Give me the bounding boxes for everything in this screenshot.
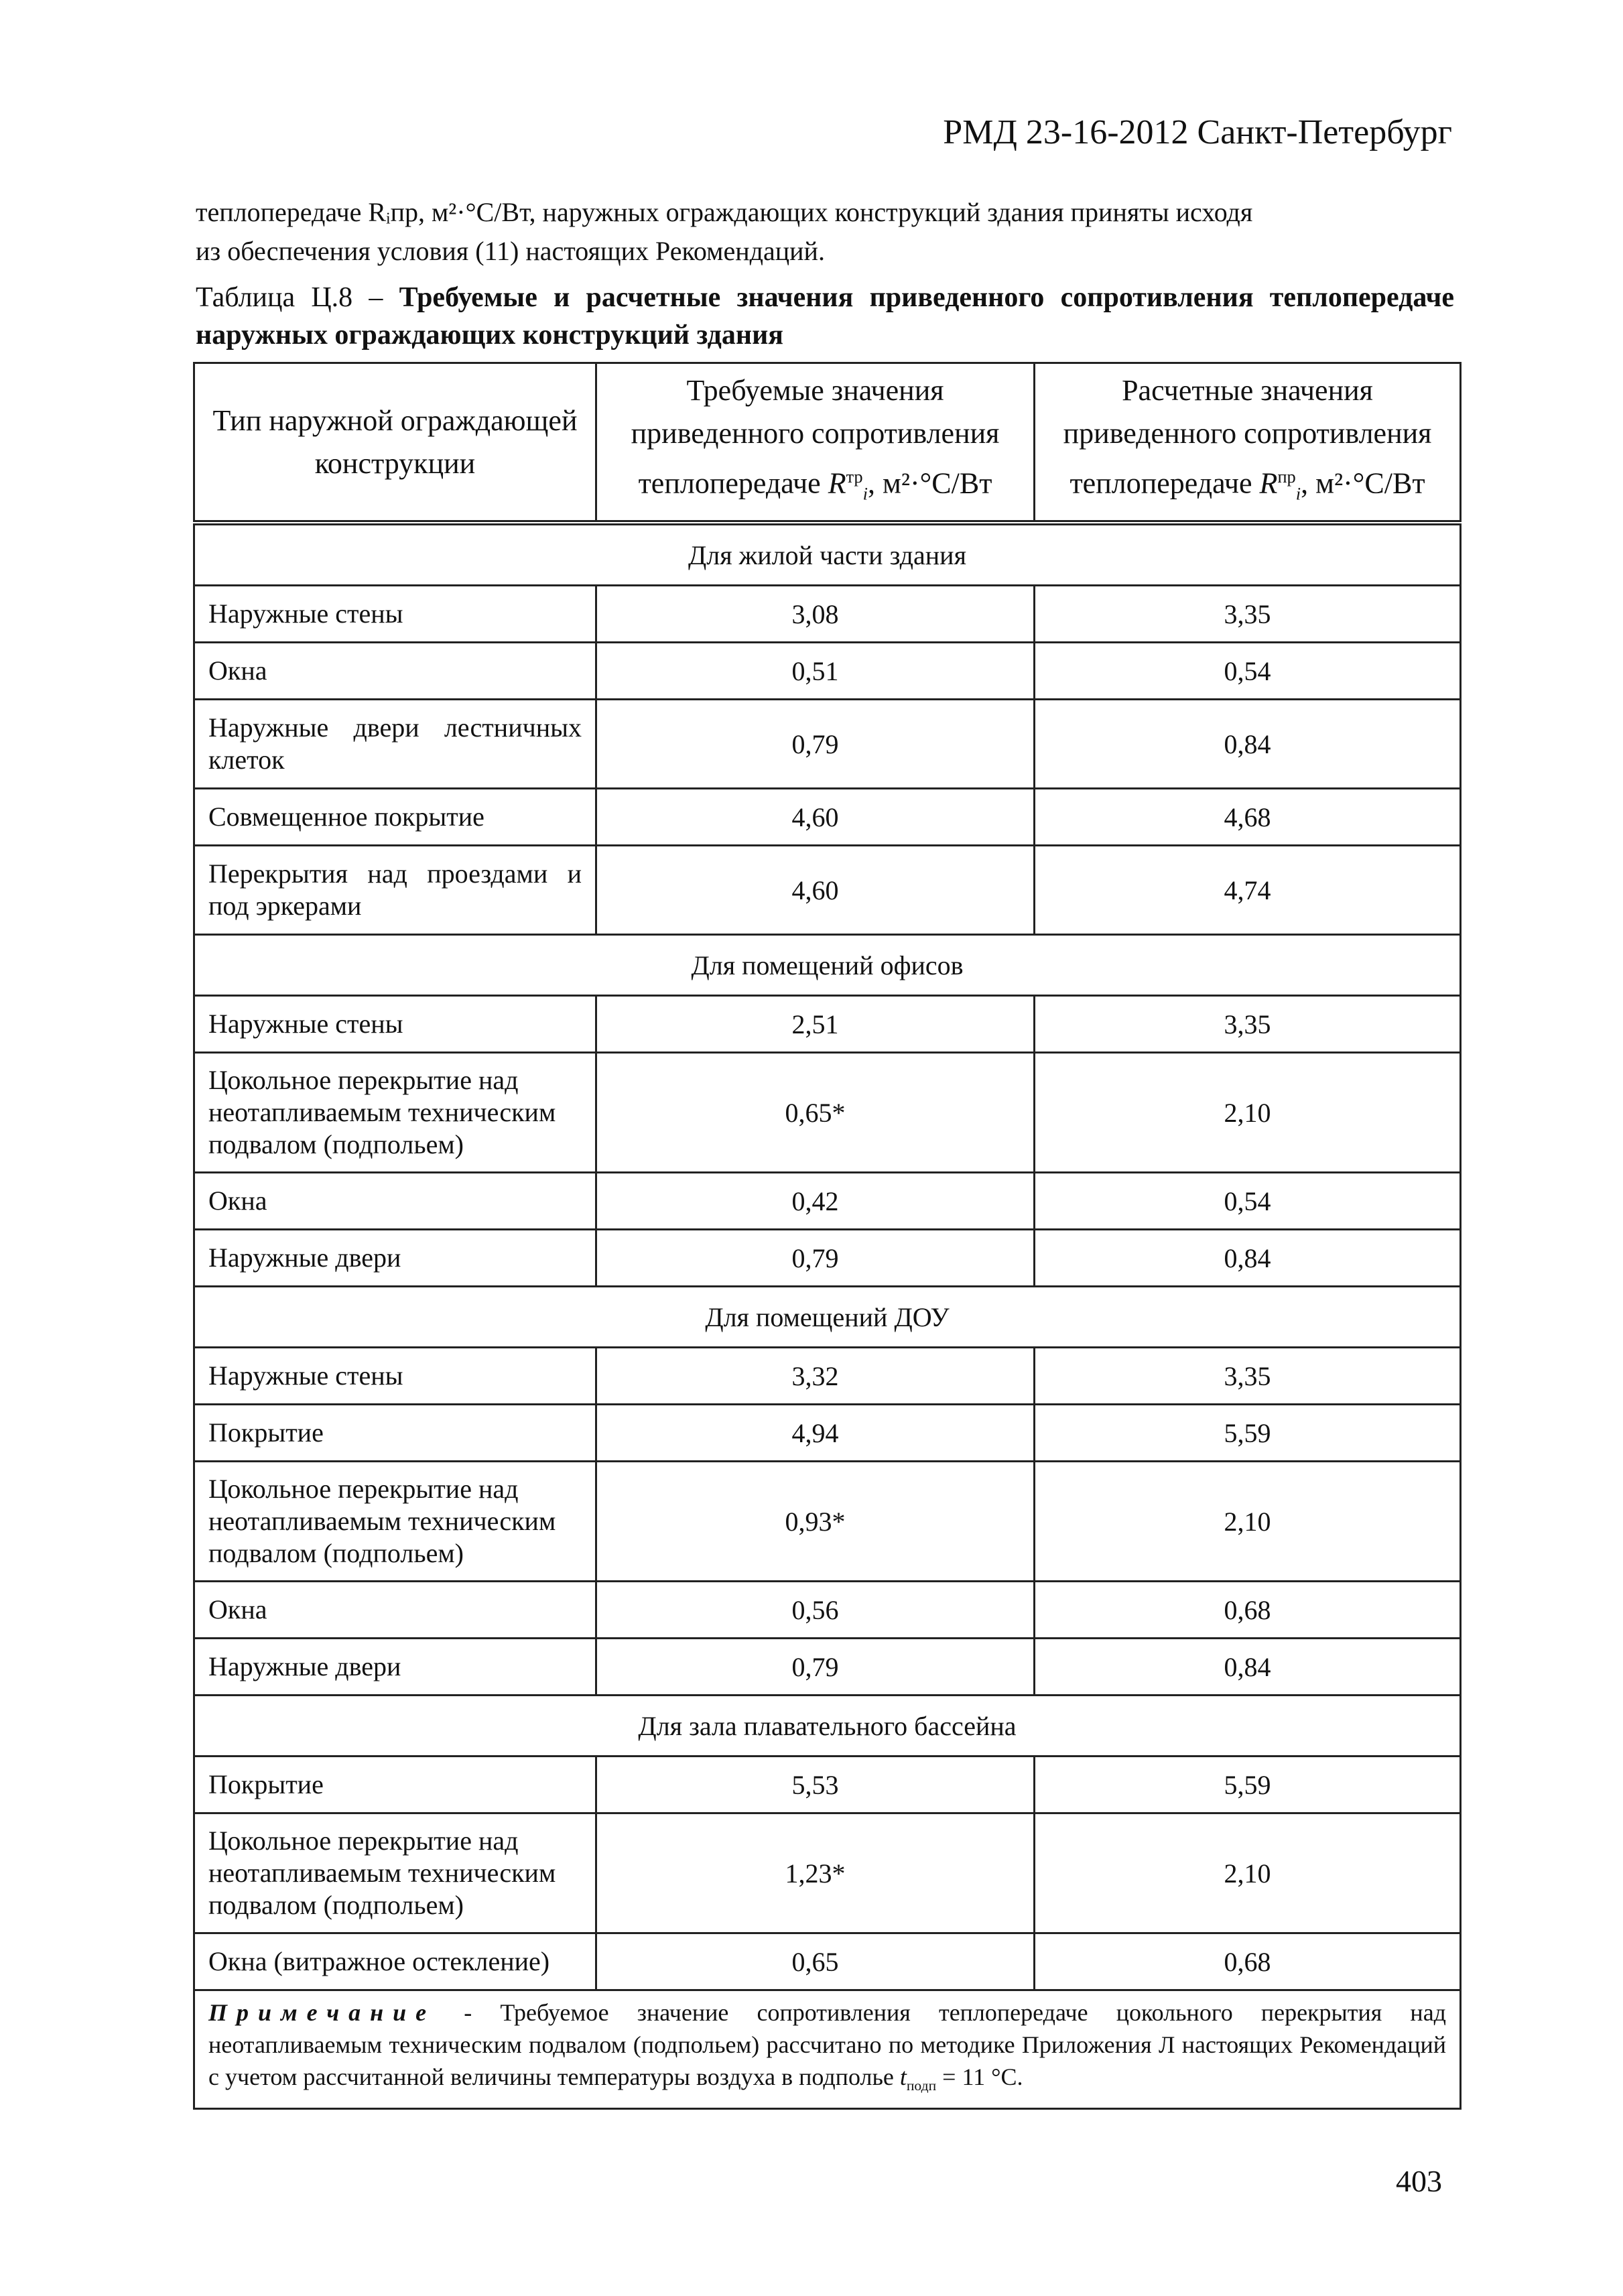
group-row (194, 935, 1461, 996)
calculated-value: 4,68 (1035, 789, 1461, 846)
header-required: Требуемые значения приведенного сопротивления теплопередаче $R^{тр}_i$, м²·°С/Вт (596, 363, 1035, 523)
construction-type: Цокольное перекрытие над неотапливаемым техническим подвалом (подпольем) (194, 1813, 596, 1933)
required-value: 0,65* (596, 1053, 1035, 1173)
construction-type: Перекрытия над проездами и под эркерами (194, 846, 596, 935)
calculated-value: 0,84 (1035, 1230, 1461, 1287)
calculated-value: 2,10 (1035, 1462, 1461, 1582)
table-row (194, 1582, 1461, 1639)
construction-type: Наружные двери (194, 1639, 596, 1696)
calculated-value: 0,54 (1035, 1173, 1461, 1230)
construction-type: Окна (194, 643, 596, 700)
group-title: Для помещений ДОУ (194, 1287, 1461, 1348)
construction-type: Окна (194, 1173, 596, 1230)
intro-line-1: теплопередаче Rᵢпр, м²·°С/Вт, наружных ограждающих конструкций здания приняты исходя (196, 197, 1253, 227)
required-value: 1,23* (596, 1813, 1035, 1933)
calculated-value: 0,54 (1035, 643, 1461, 700)
table-row (194, 1173, 1461, 1230)
construction-type: Совмещенное покрытие (194, 789, 596, 846)
resistance-table (193, 362, 1462, 2110)
required-value: 3,32 (596, 1348, 1035, 1405)
calculated-value: 4,74 (1035, 846, 1461, 935)
page-header: РМД 23-16-2012 Санкт-Петербург (943, 113, 1452, 151)
table-row (194, 1462, 1461, 1582)
required-value: 5,53 (596, 1757, 1035, 1813)
construction-type: Покрытие (194, 1757, 596, 1813)
intro-line-2: из обеспечения условия (11) настоящих Рекомендаций. (196, 236, 825, 266)
construction-type: Наружные двери (194, 1230, 596, 1287)
header-calculated: Расчетные значения приведенного сопротивления теплопередаче $R^{пр}_i$, м²·°С/Вт (1035, 363, 1461, 523)
table-row (194, 586, 1461, 643)
group-row (194, 1287, 1461, 1348)
group-title: Для зала плавательного бассейна (194, 1696, 1461, 1757)
construction-type: Окна (витражное остекление) (194, 1933, 596, 1990)
table-body (194, 523, 1461, 1990)
table-row (194, 1639, 1461, 1696)
note-text: - Требуемое значение сопротивления теплопередаче цокольного перекрытия над неотапливаемым техническим подвалом (подпольем) рассчитано по методике Приложения Л настоящих Рекомендаций с учетом рассчитанной величины температуры воздуха в подполье (208, 1999, 1446, 2091)
calculated-value: 2,10 (1035, 1053, 1461, 1173)
group-title: Для помещений офисов (194, 935, 1461, 996)
group-title: Для жилой части здания (194, 523, 1461, 586)
required-value: 0,93* (596, 1462, 1035, 1582)
calculated-value: 0,84 (1035, 1639, 1461, 1696)
construction-type: Цокольное перекрытие над неотапливаемым техническим подвалом (подпольем) (194, 1462, 596, 1582)
construction-type: Наружные стены (194, 1348, 596, 1405)
construction-type: Покрытие (194, 1405, 596, 1462)
required-value: 0,51 (596, 643, 1035, 700)
required-value: 0,65 (596, 1933, 1035, 1990)
table-row (194, 1053, 1461, 1173)
note-label: Примечание (208, 1999, 436, 2027)
construction-type: Наружные стены (194, 586, 596, 643)
calculated-value: 3,35 (1035, 586, 1461, 643)
required-value: 0,79 (596, 700, 1035, 789)
calculated-value: 2,10 (1035, 1813, 1461, 1933)
calculated-value: 0,84 (1035, 700, 1461, 789)
header-row (194, 363, 1461, 523)
caption-prefix: Таблица Ц.8 – (196, 282, 399, 313)
required-value: 0,42 (596, 1173, 1035, 1230)
caption-title: Требуемые и расчетные значения приведенного сопротивления теплопередаче наружных ограждающих конструкций здания (196, 282, 1455, 350)
calculated-value: 5,59 (1035, 1405, 1461, 1462)
construction-type: Наружные стены (194, 996, 596, 1053)
required-value: 4,60 (596, 846, 1035, 935)
calculated-value: 5,59 (1035, 1757, 1461, 1813)
header-type: Тип наружной ограждающей конструкции (194, 363, 596, 523)
table-row (194, 1348, 1461, 1405)
calculated-value: 3,35 (1035, 1348, 1461, 1405)
required-value: 4,94 (596, 1405, 1035, 1462)
intro-paragraph (196, 193, 1454, 271)
table-row (194, 789, 1461, 846)
required-value: 0,79 (596, 1639, 1035, 1696)
construction-type: Цокольное перекрытие над неотапливаемым техническим подвалом (подпольем) (194, 1053, 596, 1173)
required-value: 0,79 (596, 1230, 1035, 1287)
table-row (194, 1757, 1461, 1813)
construction-type: Окна (194, 1582, 596, 1639)
table-caption (196, 279, 1454, 354)
group-row (194, 523, 1461, 586)
table-row (194, 846, 1461, 935)
calculated-value: 0,68 (1035, 1582, 1461, 1639)
calculated-value: 3,35 (1035, 996, 1461, 1053)
construction-type: Наружные двери лестничных клеток (194, 700, 596, 789)
table-row (194, 996, 1461, 1053)
table-row (194, 643, 1461, 700)
required-value: 4,60 (596, 789, 1035, 846)
table-note: Примечание - Требуемое значение сопротивления теплопередаче цокольного перекрытия над неотапливаемым техническим подвалом (подпольем) рассчитано по методике Приложения Л настоящих Рекомендаций с учетом рассчитанной величины температуры воздуха в подполье $t_{подп} = 11$ °С. (194, 1990, 1461, 2108)
page-number: 403 (1396, 2164, 1442, 2198)
required-value: 0,56 (596, 1582, 1035, 1639)
table-row (194, 1813, 1461, 1933)
table-row (194, 700, 1461, 789)
table-row (194, 1230, 1461, 1287)
calculated-value: 0,68 (1035, 1933, 1461, 1990)
table-row (194, 1933, 1461, 1990)
note-row (194, 1990, 1461, 2108)
required-value: 2,51 (596, 996, 1035, 1053)
required-value: 3,08 (596, 586, 1035, 643)
group-row (194, 1696, 1461, 1757)
table-row (194, 1405, 1461, 1462)
